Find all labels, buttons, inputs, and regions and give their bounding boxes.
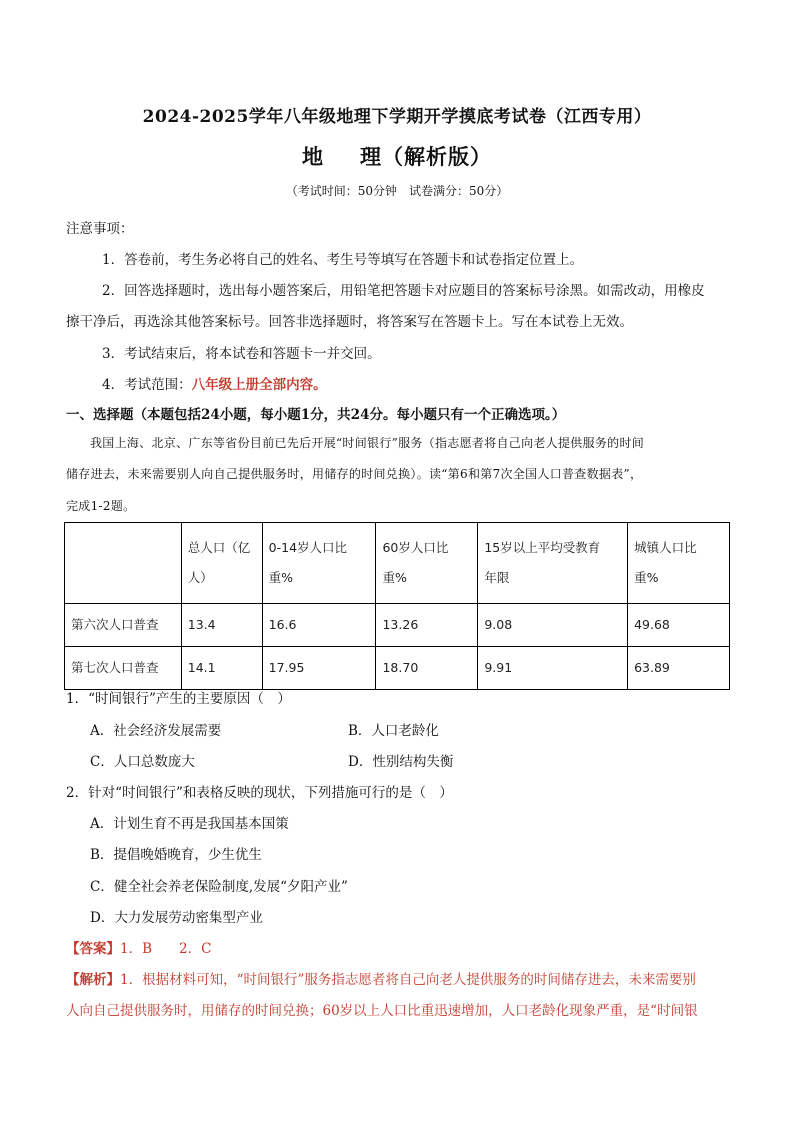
table-cell: 9.08 (478, 604, 628, 647)
question-2-stem: 2．针对“时间银行”和表格反映的现状，下列措施可行的是（ ） (66, 785, 453, 801)
table-cell: 13.26 (376, 604, 478, 647)
table-header-cell: 60岁人口比 重% (376, 523, 478, 604)
section-1-title: 一、选择题（本题包括24小题，每小题1分，共24分。每小题只有一个正确选项。） (66, 407, 566, 423)
q2-option-c: C．健全社会养老保险制度,发展“夕阳产业” (90, 879, 348, 895)
table-cell: 18.70 (376, 647, 478, 690)
notice-item-2: 2．回答选择题时，选出每小题答案后，用铅笔把答题卡对应题目的答案标号涂黑。如需改动，用橡皮 (102, 283, 705, 299)
q2-option-a: A．计划生育不再是我国基本国策 (90, 816, 289, 832)
analysis-label: 【解析】 (66, 972, 120, 988)
table-cell: 16.6 (262, 604, 376, 647)
table-header-cell: 0-14岁人口比 重% (262, 523, 376, 604)
notice-item-1: 1．答卷前，考生务必将自己的姓名、考生号等填写在答题卡和试卷指定位置上。 (102, 252, 584, 268)
table-cell: 14.1 (181, 647, 262, 690)
table-cell: 17.95 (262, 647, 376, 690)
table-row (65, 604, 730, 647)
table-cell: 第七次人口普查 (65, 647, 182, 690)
table-row (65, 647, 730, 690)
notice-item-4 (102, 373, 327, 393)
analysis-line-1 (66, 968, 696, 988)
q1-option-b: B．人口老龄化 (348, 723, 439, 739)
exam-scope: 八年级上册全部内容。 (191, 377, 327, 393)
question-1-stem: 1．“时间银行”产生的主要原因（ ） (66, 691, 291, 707)
q1-option-d: D．性别结构失衡 (348, 754, 454, 770)
material-line-2: 储存进去，未来需要别人向自己提供服务时，用储存的时间兑换）。读“第6和第7次全国人口普查数据表”， (66, 467, 643, 481)
answer-line (66, 937, 211, 957)
table-header-cell: 总人口（亿 人） (181, 523, 262, 604)
notice-item-4-prefix: 4．考试范围： (102, 377, 192, 393)
q1-option-c: C．人口总数庞大 (90, 754, 195, 770)
notice-item-2-cont: 擦干净后，再选涂其他答案标号。回答非选择题时，将答案写在答题卡上。写在本试卷上无效。 (66, 314, 633, 330)
table-header-cell (65, 523, 182, 604)
table-cell: 63.89 (628, 647, 730, 690)
document-subtitle (0, 141, 794, 171)
table-cell: 13.4 (181, 604, 262, 647)
answer-label: 【答案】 (66, 941, 120, 957)
table-cell: 第六次人口普查 (65, 604, 182, 647)
table-header-row (65, 523, 730, 604)
table-cell: 9.91 (478, 647, 628, 690)
subtitle-right: 理（解析版） (360, 144, 492, 169)
q2-option-d: D．大力发展劳动密集型产业 (90, 910, 263, 926)
notice-item-3: 3．考试结束后，将本试卷和答题卡一并交回。 (102, 346, 381, 362)
census-table (64, 522, 730, 690)
q1-option-a: A．社会经济发展需要 (90, 723, 222, 739)
table-header-cell: 15岁以上平均受教育 年限 (478, 523, 628, 604)
answer-text: 1．B 2．C (120, 941, 212, 957)
q2-option-b: B．提倡晚婚晚育，少生优生 (90, 847, 262, 863)
material-line-3: 完成1-2题。 (66, 499, 136, 513)
material-line-1: 我国上海、北京、广东等省份目前已先后开展“时间银行”服务（指志愿者将自己向老人提供服务的时间 (90, 436, 645, 450)
document-title: 2024-2025学年八年级地理下学期开学摸底考试卷（江西专用） (142, 107, 652, 127)
subtitle-left: 地 (302, 144, 324, 169)
analysis-text-1: 1．根据材料可知，“时间银行”服务指志愿者将自己向老人提供服务的时间储存进去，未来需要别 (120, 972, 696, 988)
notice-title: 注意事项： (66, 221, 134, 237)
analysis-text-2: 人向自己提供服务时，用储存的时间兑换；60岁以上人口比重迅速增加，人口老龄化现象严重，是“时间银 (66, 1003, 698, 1019)
table-header-cell: 城镇人口比 重% (628, 523, 730, 604)
exam-meta: （考试时间：50分钟 试卷满分：50分） (285, 184, 509, 198)
table-cell: 49.68 (628, 604, 730, 647)
